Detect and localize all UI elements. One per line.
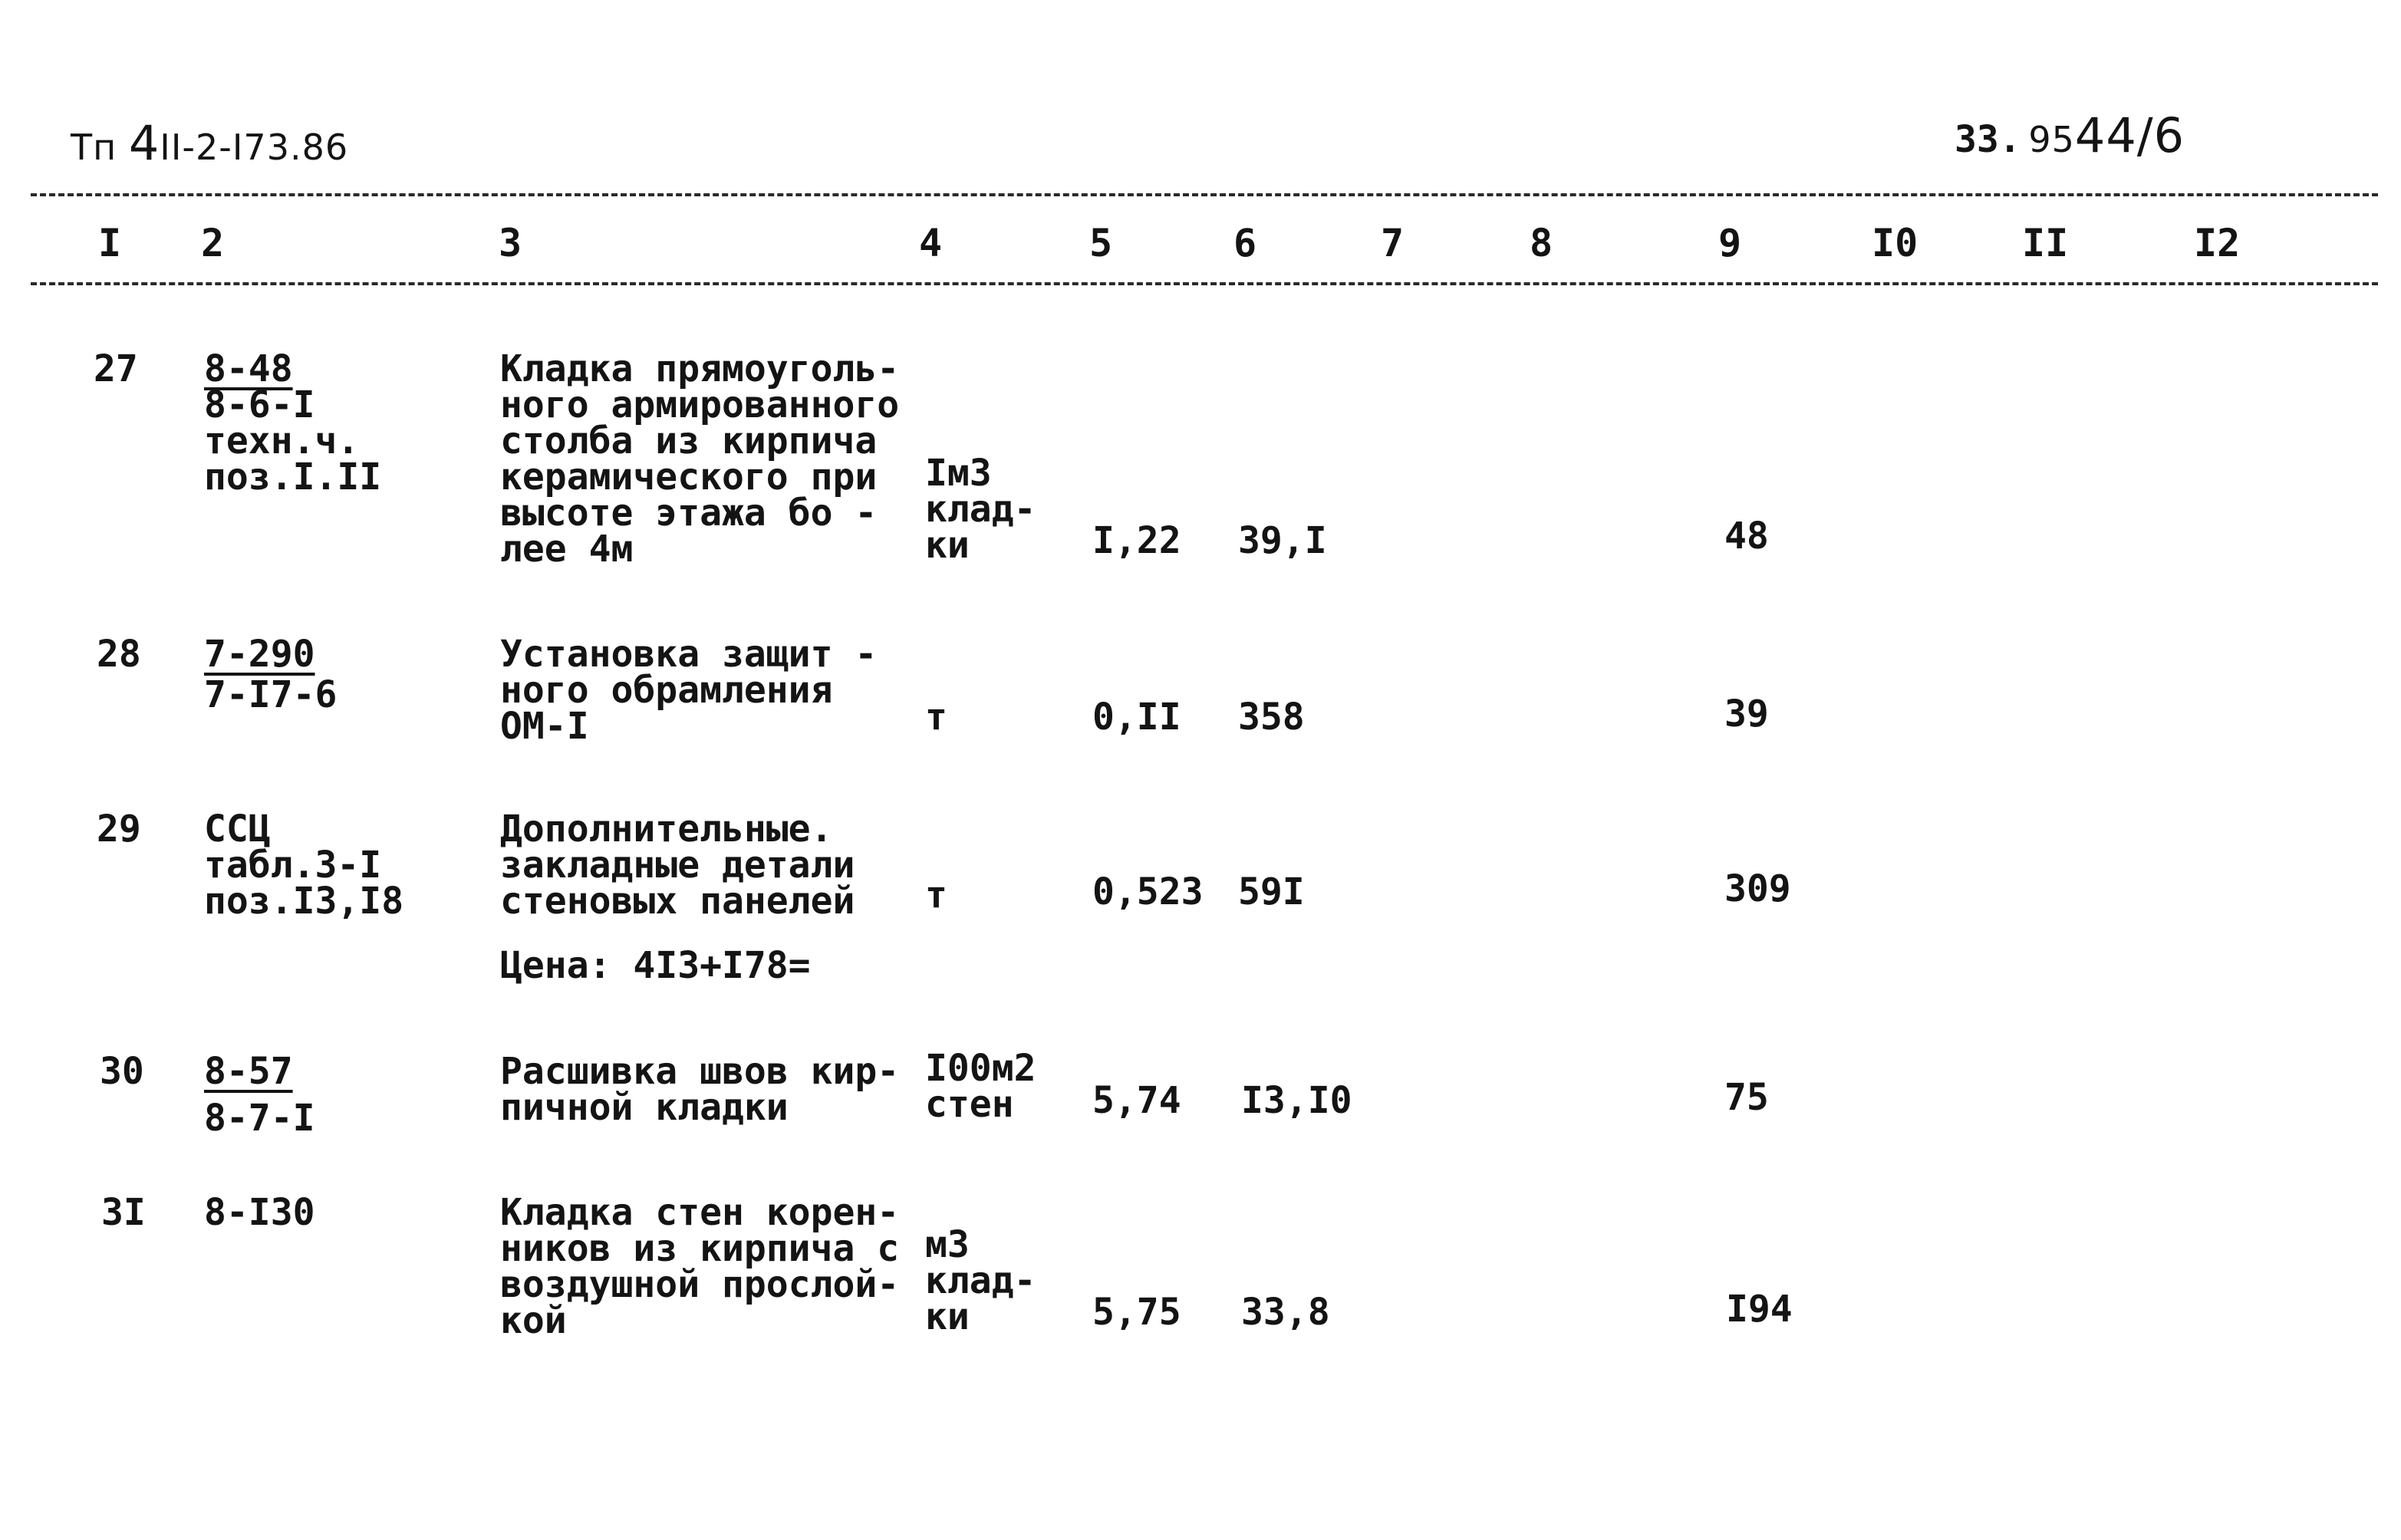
work-description xyxy=(500,1050,900,1129)
sheet-code-small: 95 xyxy=(2028,119,2075,160)
col-header-10: I0 xyxy=(1872,221,1918,265)
quantity: 5,74 xyxy=(1092,1079,1181,1122)
norm-reference xyxy=(204,347,382,499)
ref-line: 8-I30 xyxy=(204,1191,315,1234)
row-number: 29 xyxy=(97,808,141,851)
unit-of-measure xyxy=(925,452,1036,567)
col-header-7: 7 xyxy=(1381,221,1405,265)
col-header-8: 8 xyxy=(1530,221,1553,265)
norm-reference xyxy=(204,1191,315,1234)
desc-line: Кладка прямоуголь- xyxy=(500,347,900,390)
ref-line: ССЦ xyxy=(204,808,271,851)
col-header-3: 3 xyxy=(499,221,522,265)
desc-line: Дополнительные. xyxy=(500,808,833,851)
total: 75 xyxy=(1724,1076,1769,1119)
desc-line: ного армированного xyxy=(500,383,900,426)
unit-of-measure xyxy=(925,1047,1036,1126)
row-number: 28 xyxy=(97,633,141,676)
norm-reference xyxy=(204,633,338,716)
unit-line: м3 xyxy=(925,1223,970,1266)
unit-line: клад- xyxy=(925,488,1036,531)
unit-of-measure: т xyxy=(925,874,947,916)
unit-line: клад- xyxy=(925,1259,1036,1302)
unit-line: I00м2 xyxy=(925,1047,1036,1090)
header-bottom-rule xyxy=(31,282,2378,285)
total: I94 xyxy=(1726,1288,1793,1331)
total: 309 xyxy=(1724,867,1791,910)
total: 48 xyxy=(1724,515,1769,558)
unit-of-measure xyxy=(925,1223,1036,1338)
unit-line: стен xyxy=(925,1083,1014,1126)
desc-line: кой xyxy=(500,1299,567,1342)
unit-price: 59I xyxy=(1238,870,1305,913)
desc-line: Расшивка швов кир- xyxy=(500,1050,900,1093)
desc-line: стеновых панелей xyxy=(500,880,855,923)
ref-line: 7-I7-6 xyxy=(204,673,338,716)
ref-line: техн.ч. xyxy=(204,420,360,462)
quantity: 0,II xyxy=(1092,696,1181,739)
desc-line: столба из кирпича xyxy=(500,420,878,462)
unit-of-measure: т xyxy=(925,696,947,739)
unit-line: ки xyxy=(925,524,970,567)
row-number: 30 xyxy=(100,1050,144,1093)
col-header-2: 2 xyxy=(201,221,225,265)
unit-line: ки xyxy=(925,1295,970,1338)
work-description xyxy=(500,1191,900,1342)
total: 39 xyxy=(1724,693,1769,735)
project-code xyxy=(71,115,348,171)
row-number: 27 xyxy=(94,347,138,390)
col-header-12: I2 xyxy=(2194,221,2241,265)
sheet-code xyxy=(1955,107,2185,163)
work-description xyxy=(500,808,855,923)
project-code-big: 4 xyxy=(128,115,160,171)
norm-reference xyxy=(204,808,404,923)
unit-price: 39,I xyxy=(1238,519,1327,562)
norm-code: 8-57 xyxy=(204,1050,293,1093)
col-header-5: 5 xyxy=(1089,221,1113,265)
quantity: 5,75 xyxy=(1092,1291,1181,1334)
desc-line: лее 4м xyxy=(500,528,634,571)
ref-line: поз.I3,I8 xyxy=(204,880,404,923)
desc-line: высоте этажа бо - xyxy=(500,492,878,535)
unit-price: 358 xyxy=(1238,696,1305,739)
work-description xyxy=(500,347,900,571)
project-code-rest: II-2-I73.86 xyxy=(160,127,349,168)
work-description xyxy=(500,633,878,748)
desc-line: ников из кирпича с xyxy=(500,1227,900,1270)
price-note: Цена: 4I3+I78= xyxy=(500,944,811,987)
desc-line: ОМ-I xyxy=(500,705,589,748)
desc-line: воздушной прослой- xyxy=(500,1263,900,1306)
col-header-11: II xyxy=(2022,221,2069,265)
desc-line: керамического при xyxy=(500,456,878,499)
col-header-4: 4 xyxy=(919,221,943,265)
col-header-9: 9 xyxy=(1718,221,1742,265)
ref-line: 8-7-I xyxy=(204,1097,315,1140)
norm-reference xyxy=(204,1050,315,1140)
row-number: 3I xyxy=(101,1191,146,1234)
sheet-prefix: 33. xyxy=(1955,118,2021,161)
quantity: 0,523 xyxy=(1092,870,1204,913)
norm-code: 7-290 xyxy=(204,633,315,676)
ref-line: 8-6-I xyxy=(204,383,315,426)
ref-line: поз.I.II xyxy=(204,456,382,499)
ref-line: табл.3-I xyxy=(204,844,382,887)
norm-code: 8-48 xyxy=(204,347,293,390)
header-top-rule xyxy=(31,193,2378,196)
project-prefix: Тп xyxy=(71,127,117,168)
desc-line: Установка защит - xyxy=(500,633,878,676)
desc-line: Кладка стен корен- xyxy=(500,1191,900,1234)
sheet-code-big: 44/6 xyxy=(2074,107,2185,163)
desc-line: закладные детали xyxy=(500,844,855,887)
col-header-6: 6 xyxy=(1233,221,1257,265)
col-header-1: I xyxy=(98,221,122,265)
unit-line: Iм3 xyxy=(925,452,992,495)
unit-price: I3,I0 xyxy=(1241,1079,1352,1122)
unit-price: 33,8 xyxy=(1241,1291,1330,1334)
desc-line: ного обрамления xyxy=(500,669,833,712)
desc-line: пичной кладки xyxy=(500,1086,789,1129)
quantity: I,22 xyxy=(1092,519,1181,562)
